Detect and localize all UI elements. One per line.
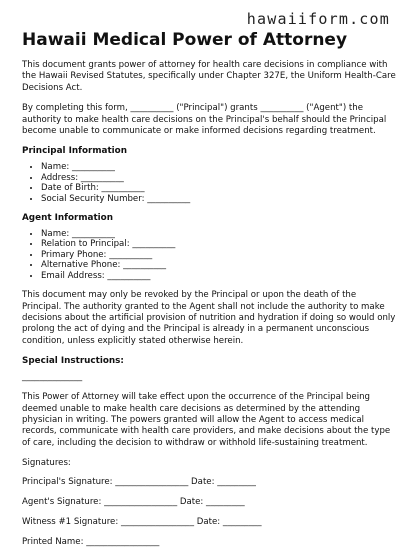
principal-list xyxy=(22,162,398,204)
grant-paragraph: By completing this form, __________ ("Principal") grants __________ ("Agent") the authority to make health care decisions on the Principal's behalf should the Principal become unable to communicate or make informed decisions regarding treatment. xyxy=(22,103,387,137)
witness-signature-line: Witness #1 Signature: _________________ Date: _________ xyxy=(22,517,262,528)
agent-relation-field: • Relation to Principal: __________ xyxy=(41,239,398,249)
principal-address-field: • Address: __________ xyxy=(41,173,398,183)
principal-dob-field: • Date of Birth: __________ xyxy=(41,183,398,193)
printed-name-line: Printed Name: _________________ xyxy=(22,537,160,548)
document-title: Hawaii Medical Power of Attorney xyxy=(22,30,348,50)
agent-signature-line: Agent's Signature: _________________ Date: _________ xyxy=(22,497,245,508)
agent-primary-phone-field: • Primary Phone: __________ xyxy=(41,250,398,260)
site-brand: hawaiiform.com xyxy=(246,10,390,28)
principal-ssn-field: • Social Security Number: __________ xyxy=(41,194,398,204)
principal-signature-line: Principal's Signature: _________________ Date: _________ xyxy=(22,477,256,488)
agent-alt-phone-field: • Alternative Phone: __________ xyxy=(41,260,398,270)
agent-list xyxy=(22,229,398,281)
agent-name-field: • Name: __________ xyxy=(41,229,398,239)
special-instructions-heading: Special Instructions: xyxy=(22,356,124,367)
revocation-paragraph: This document may only be revoked by the Principal or upon the death of the Principal. The authority granted to the Agent shall not include the authority to make decisions about the artificial provision of nutrition and hydration if doing so would only prolong the act of dying and the Principal is already in a permanent unconscious condition, unless explicitly stated otherwise herein. xyxy=(22,290,396,346)
effect-paragraph: This Power of Attorney will take effect upon the occurrence of the Principal being deemed unable to make health care decisions as determined by the attending physician in writing. The powers granted will allow the Agent to access medical records, communicate with health care providers, and make decisions about the type of care, including the decision to withdraw or withhold life-sustaining treatment. xyxy=(22,392,391,448)
agent-email-field: • Email Address: __________ xyxy=(41,271,398,281)
document-page xyxy=(22,30,398,557)
principal-name-field: • Name: __________ xyxy=(41,162,398,172)
agent-heading: Agent Information xyxy=(22,213,113,224)
principal-heading: Principal Information xyxy=(22,146,127,157)
special-instructions-blank: ______________ xyxy=(22,372,83,383)
signatures-heading: Signatures: xyxy=(22,458,71,469)
intro-paragraph: This document grants power of attorney for health care decisions in compliance with the Hawaii Revised Statutes, specifically under Chapter 327E, the Uniform Health-Care Decisions Act. xyxy=(22,60,396,93)
